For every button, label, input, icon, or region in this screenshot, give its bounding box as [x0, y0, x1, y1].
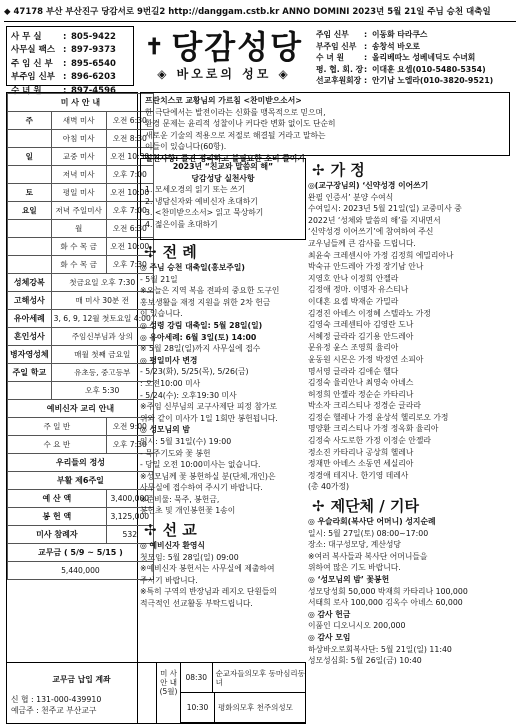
offering-sub-cell: 부활 제6주일	[8, 472, 154, 490]
family-line: 수여일시: 2023년 5월 21일(일) 교중미사 중	[308, 204, 462, 214]
cross-icon: ✝	[144, 34, 166, 60]
address-bar	[4, 4, 516, 22]
mass-row-cell: 오전 10:00	[106, 238, 153, 256]
liturgy-line: ◎ 성령 강림 대축일: 5월 28일(일)	[140, 320, 263, 330]
sacrament-row-cell: 주임신부님과 상의	[51, 328, 153, 346]
sacrament-row-cell: 주일 학교	[8, 364, 52, 382]
staff-colon: :	[364, 64, 368, 74]
mission-line: 주시기 바랍니다.	[140, 575, 198, 585]
bottom-mass-time: 10:30	[181, 693, 215, 722]
mass-row-cell: 오후 7:00	[106, 202, 153, 220]
mission-line: 적극적인 선교활동 부탁드립니다.	[140, 599, 253, 609]
bottom-mass-group: 순교자들의모후 동마심리동녀	[215, 668, 305, 687]
pope-teaching-line: 이들이 있습니다(60항).	[145, 142, 227, 152]
staff-colon: :	[364, 76, 368, 86]
family-line: 완필 인증서’ 분양 수여식	[308, 192, 394, 202]
sacrament-row	[8, 274, 154, 292]
sacrament-row-cell: 오후 5:30	[51, 382, 153, 400]
groups-line: ◎ 우슬라회(복사단 어머니) 성지순례	[308, 517, 436, 527]
contact-row	[11, 44, 129, 58]
family-heading: 가 정	[330, 161, 365, 179]
liturgy-line: ※준비물: 묵주, 봉헌금,	[140, 494, 220, 504]
catechism-row	[8, 418, 154, 436]
liturgy-heading: 전 례	[162, 243, 197, 261]
contact-value: 805-9422	[71, 31, 116, 42]
family-line: 김정순 헬레나 가정 윤상석 헬리로오 가정	[308, 412, 449, 422]
contact-info	[6, 26, 134, 96]
sacrament-row	[8, 328, 154, 346]
fund-value	[8, 562, 154, 580]
mass-row	[8, 148, 154, 166]
family-line: 명서영 글라라 김애순 헬다	[308, 366, 399, 376]
mass-schedule-panel	[6, 92, 151, 724]
fund-value-cell: 5,440,000	[8, 562, 154, 580]
family-line: 최윤숙 크레센시아 가정 김정희 에밀리아나	[308, 250, 454, 260]
staff-colon: :	[364, 41, 368, 51]
family-line: 김경진 아녜스 이정혜 스텔라노 가정	[308, 308, 431, 318]
mission-line: ◎ 예비신자 환영식	[140, 541, 205, 551]
contact-label: 수 녀 원	[11, 85, 42, 96]
fund-title-cell: 교무금 ( 5/9 ~ 5/15 )	[8, 544, 154, 562]
liturgy-line: ※오늘은 지역 복음 전파의 중요한 도구인	[140, 286, 280, 296]
family-line: 박소자 크리스티나 정경순 글라라	[308, 401, 421, 411]
contact-value: 897-9373	[71, 45, 116, 56]
family-line: 명양환 크리스티나 가정 정옥화 율리아	[308, 424, 439, 434]
liturgy-line: - 5/23(화), 5/25(목), 5/26(금)	[140, 367, 249, 377]
topbar-text: ◆ 47178 부산 부산진구 당감서로 9번길2 http://danggam.cstb.kr ANNO DOMINI 2023년 5월 21일 주님 승천 대축일	[4, 7, 491, 18]
groups-line: 일시: 5월 27일(토) 08:00~17:00	[308, 528, 429, 538]
mission-line: ※특히 구역의 반장님과 레지오 단원들의	[140, 587, 277, 597]
offering-row	[8, 490, 154, 508]
groups-line: ※여러 복사들과 복사단 어머니들을	[308, 551, 428, 561]
mass-row-cell	[8, 238, 52, 256]
offering-row	[8, 526, 154, 544]
bottom-mass-group: 평화의모후 천주의성모	[218, 703, 293, 712]
sacrament-row-cell: 병자영성체	[8, 346, 52, 364]
contact-value: 897-4596	[71, 85, 116, 96]
mass-row	[8, 256, 154, 274]
staff-label: 선교후원회장	[316, 76, 362, 86]
liturgy-line: 일시: 5월 31일(수) 19:00	[140, 436, 232, 446]
contact-colon: :	[63, 72, 67, 83]
masthead-title: 당감성당	[171, 28, 304, 66]
liturgy-line: ※주임 신부님의 교구사제단 피정 참가로	[140, 402, 277, 412]
groups-heading: 제단체 / 기타	[330, 497, 419, 516]
liturgy-line: ◎ 주님 승천 대축일(홍보주일)	[140, 263, 245, 272]
account-line: 예금주 : 천주교 부산교구	[11, 706, 97, 716]
right-column	[308, 158, 518, 668]
mass-row-cell: 오전 6:30	[106, 112, 153, 130]
mass-row	[8, 184, 154, 202]
sacrament-row	[8, 346, 154, 364]
mass-row	[8, 166, 154, 184]
mass-row-cell: 저녁 주일미사	[51, 202, 106, 220]
family-line: 정소진 카타리나 공상희 헬레나	[308, 447, 414, 457]
contact-label: 부주임 신부	[11, 72, 56, 83]
offering-row-cell: 미사 참례자	[8, 526, 107, 544]
family-line: 지영호 안나 이정희 안젤라	[308, 273, 399, 283]
sacrament-row-cell: 성체강복	[8, 274, 52, 292]
liturgy-line: ◎ 유아세례: 6월 3일(토) 14:00	[140, 332, 257, 342]
sacrament-row-cell: 유아세례	[8, 310, 52, 328]
family-line: 김정숙 율리안나 최영숙 아녜스	[308, 378, 414, 388]
mass-row-cell: 새벽 미사	[51, 112, 106, 130]
contact-label: 주 임 신 부	[11, 58, 53, 69]
liturgy-line: : 오전10:00 미사	[140, 378, 201, 388]
star-icon: ✢	[144, 243, 157, 261]
mission-line: ※예비신자 봉헌서는 사무실에 제출하여	[140, 564, 275, 574]
contact-value: 896-6203	[71, 72, 116, 83]
pope-teaching-title: 프란치스코 교황님의 가르침 <찬미받으소서>	[145, 96, 302, 105]
sacrament-row-cell: 매 미사 30분 전	[51, 292, 153, 310]
catechism-row-cell: 오후 7:30	[106, 436, 153, 454]
family-line: 서혜정 글라라 김기용 안드레아	[308, 331, 414, 341]
catechism-title	[8, 400, 154, 418]
sacrament-row-cell: 고해성사	[8, 292, 52, 310]
groups-line: 장소: 대구성모당, 계산성당	[308, 540, 401, 550]
staff-value: 올리베따노 성베네딕도 수녀회	[372, 53, 476, 63]
staff-label: 주임 신부	[316, 30, 349, 40]
family-line: 박숙규 안드레아 가정 장기남 안나	[308, 262, 424, 272]
theme-item: 4. 젊은이를 초대하기	[145, 219, 218, 229]
contact-label: 사 무 실	[11, 31, 42, 42]
star-icon: ✢	[312, 161, 325, 179]
mass-row	[8, 238, 154, 256]
catechism-title-cell: 예비신자 교리 안내	[8, 400, 154, 418]
groups-line: 성모당성회 50,000 박재희 카타리나 100,000	[308, 586, 468, 596]
mass-row-cell: 요일	[8, 202, 52, 220]
mass-row-cell: 평일 미사	[51, 184, 106, 202]
mass-table-title	[8, 94, 154, 112]
liturgy-line: 사무실에 접수하여 주시기 바랍니다.	[140, 483, 263, 493]
catechism-row-cell: 주 일 반	[8, 418, 107, 436]
sacrament-row	[8, 292, 154, 310]
staff-info	[312, 26, 518, 86]
family-line: 김정애 정마. 이명자 유스티나	[308, 285, 409, 295]
family-line: 정재만 아녜스 소동연 세실리아	[308, 459, 414, 469]
sacrament-row-cell	[8, 382, 52, 400]
pope-teaching-box	[140, 92, 510, 163]
mass-row-cell: 화 수 목 금	[51, 238, 106, 256]
offering-row-cell: 3,125,000	[106, 508, 153, 526]
staff-colon: :	[364, 53, 368, 63]
catechism-row-cell: 수 요 반	[8, 436, 107, 454]
theme-item: 2. 냉담신자와 예비신자 초대하기	[145, 196, 258, 206]
sacrament-row-cell: 매월 첫째 금요일	[51, 346, 153, 364]
mass-row-cell: 주	[8, 112, 52, 130]
sacrament-row	[8, 382, 154, 400]
family-line: (총 40가정)	[308, 482, 350, 492]
mass-row-cell: 오후 7:30	[106, 256, 153, 274]
staff-value: 이대훈 요셉(010-5480-5354)	[372, 64, 486, 74]
sacrament-row-cell: 3, 6, 9, 12월 첫토요일 4:00	[51, 310, 153, 328]
sacrament-row-cell: 첫금요일 오후 7:30	[51, 274, 153, 292]
staff-label: 평. 협. 회. 장	[316, 64, 364, 74]
family-line: 문유정 윤스 조영희 율리아	[308, 343, 399, 353]
liturgy-line: - 묵주기도와 꽃 봉헌	[140, 448, 211, 458]
mass-row-cell: 일	[8, 148, 52, 166]
sacrament-row	[8, 310, 154, 328]
mass-row-cell: 교중 미사	[51, 148, 106, 166]
liturgy-line: - 당일 오전 10:00미사는 없습니다.	[140, 460, 261, 470]
liturgy-line: - 5/24(수): 오후19:30 미사	[140, 390, 237, 400]
staff-row	[316, 75, 514, 87]
liturgy-line: - 5월 21일	[140, 274, 178, 284]
groups-line: ◎ 감사 모임	[308, 632, 351, 642]
pope-teaching-line: 환경 문제는 윤리적 성찰이나 커다란 변화 없이도 단순히	[145, 119, 336, 129]
staff-value: 안기남 노엘라(010-3820-9521)	[372, 76, 494, 86]
mass-guide-label: 미 사 안 내 (5월)	[157, 663, 181, 723]
catechism-row-cell: 오전 9:00	[106, 418, 153, 436]
groups-line: ◎ 감사 헌금	[308, 609, 351, 619]
mission-line: 첫모임: 5월 28일(일) 09:00	[140, 552, 239, 562]
star-icon: ✢	[312, 497, 325, 516]
fund-title	[8, 544, 154, 562]
family-line: ‘신약성경 이어쓰기’에 참여하여 주신	[308, 227, 434, 237]
staff-row	[316, 29, 514, 41]
mass-table-title-cell: 미 사 안 내	[8, 94, 154, 112]
mass-row-cell: 오전 10:00	[106, 184, 153, 202]
offering-row-cell: 532	[106, 526, 153, 544]
mass-row-cell: 토	[8, 184, 52, 202]
masthead: ✝ 당감성당 ◈ 바오로의 성모 ◈	[144, 28, 304, 82]
offering-row-cell: 예 산 액	[8, 490, 107, 508]
sacrament-row-cell: 혼인성사	[8, 328, 52, 346]
groups-line: 성모성심회: 5월 26일(금) 10:40	[308, 656, 422, 666]
mass-row-cell: 오후 7:00	[106, 166, 153, 184]
groups-line: ◎ ‘성모님의 밤’ 꽃봉헌	[308, 575, 390, 584]
offering-row-cell: 3,400,000	[106, 490, 153, 508]
liturgy-line: 이 있습니다.	[140, 309, 183, 319]
pope-teaching-line: 실천사항: 물건 정리하고 불필요한 소비 줄이기	[145, 153, 305, 163]
contact-colon: :	[63, 58, 67, 69]
contact-row	[11, 71, 129, 85]
mass-row-cell	[8, 130, 52, 148]
staff-colon: :	[364, 30, 368, 40]
mass-row-cell	[8, 220, 52, 238]
offering-row	[8, 508, 154, 526]
contact-row	[11, 57, 129, 71]
family-line: 이대혼 요셉 박재순 가밀라	[308, 296, 399, 306]
theme-title-2: 당감성당 실천사항	[191, 173, 255, 183]
family-line: 허정희 안젤라 정순순 카타리나	[308, 389, 414, 399]
liturgy-line: ◎ 평일미사 변경	[140, 355, 198, 365]
mass-row-cell: 월	[51, 220, 106, 238]
mass-row-cell: 오전 8:30	[106, 130, 153, 148]
staff-value: 이동화 타라쿠스	[372, 30, 428, 40]
mass-schedule-table	[7, 93, 154, 580]
account-line: 신 협 : 131-000-439910	[11, 694, 102, 704]
contact-row	[11, 30, 129, 44]
pope-teaching-line: 새로운 기술의 적용으로 저절로 해결될 거라고 말하는	[145, 130, 326, 140]
contact-colon: :	[63, 85, 67, 96]
account-box	[6, 662, 306, 724]
staff-label: 수 녀 원	[316, 53, 345, 63]
mass-row-cell	[8, 256, 52, 274]
family-title	[312, 161, 518, 179]
contact-value: 895-6540	[71, 58, 116, 69]
sacrament-row-cell: 유초등, 중고등부	[51, 364, 153, 382]
mass-row	[8, 220, 154, 238]
family-line: 정경애 테지나. 한기영 데레사	[308, 470, 409, 480]
staff-label: 부주임 신부	[316, 41, 357, 51]
groups-line: 위하여 많은 기도 바랍니다.	[308, 563, 401, 573]
contact-label: 사무실 팩스	[11, 45, 56, 56]
sacrament-row	[8, 364, 154, 382]
liturgy-line: 위와 같이 미사가 1일 1회만 봉헌됩니다.	[140, 413, 278, 423]
bottom-mass-row	[181, 663, 305, 693]
staff-row	[316, 52, 514, 64]
groups-line: 하상바오로회복사단: 5월 21일(일) 11:40	[308, 644, 452, 654]
theme-item: 1. 모세오경의 읽기 또는 쓰기	[145, 185, 246, 195]
bottom-mass-time: 08:30	[181, 663, 213, 692]
liturgy-line: 홍보생활을 재정 지원을 위한 2차 헌금	[140, 297, 271, 307]
family-line: 김영숙 크레센티아 김영란 도나	[308, 320, 414, 330]
liturgy-line: 봉헌초 및 개인봉헌꽃 1송이	[140, 506, 236, 516]
mass-row-cell: 오전 6:30	[106, 220, 153, 238]
groups-title	[312, 497, 518, 515]
staff-row	[316, 41, 514, 53]
bottom-mass-row	[181, 693, 305, 723]
theme-item: 3. <찬미받으소서> 읽고 묵상하기	[145, 208, 264, 218]
family-line: ◎(교구장님의) ‘신약성경 이어쓰기	[308, 181, 429, 190]
family-line: 교우님들께 큰 감사를 드립니다.	[308, 238, 416, 248]
liturgy-line: ※ 5월 28일(일)까지 사무실에 접수	[140, 344, 261, 354]
liturgy-line: ◎ 성모님의 밤	[140, 425, 190, 435]
mass-row	[8, 130, 154, 148]
liturgy-line: ※성모님께 꽃 봉헌하실 분(단체,개인)은	[140, 471, 276, 481]
mass-row	[8, 202, 154, 220]
catechism-row	[8, 436, 154, 454]
mass-row	[8, 112, 154, 130]
theme-title-1: 2023년 “친교와 말씀의 해”	[172, 162, 274, 171]
groups-line: 서태희 로사 100,000 김옥수 아녜스 60,000	[308, 598, 463, 608]
mass-row-cell: 오전 10:30	[106, 148, 153, 166]
offering-title	[8, 454, 154, 472]
offering-sub	[8, 472, 154, 490]
yearly-theme-box	[140, 158, 306, 240]
offering-title-cell: 우리들의 정성	[8, 454, 154, 472]
masthead-subtitle: 바오로의 성모	[176, 67, 272, 82]
contact-colon: :	[63, 31, 67, 42]
groups-line: 이품인 디오니시오 200,000	[308, 621, 406, 631]
star-icon: ✢	[144, 521, 157, 540]
mission-heading: 선 교	[162, 521, 197, 540]
pope-teaching-line: 한 극단에서는 발전이라는 신화를 맹목적으로 믿으며,	[145, 107, 326, 117]
contact-colon: :	[63, 45, 67, 56]
mass-row-cell	[8, 166, 52, 184]
account-title: 교무금 납입 계좌	[52, 675, 111, 684]
mission-title	[144, 521, 306, 539]
mass-row-cell: 화 수 목 금	[51, 256, 106, 274]
mass-row-cell: 아침 미사	[51, 130, 106, 148]
liturgy-title	[144, 243, 306, 261]
staff-row	[316, 64, 514, 76]
family-line: 2022년 ‘성체와 말씀의 해’를 지내면서	[308, 215, 441, 225]
offering-row-cell: 봉 헌 액	[8, 508, 107, 526]
mass-row-cell: 저녁 미사	[51, 166, 106, 184]
family-line: 김정숙 사도로한 가정 이정순 안젤라	[308, 436, 431, 446]
staff-value: 송창석 바오로	[372, 41, 420, 51]
family-line: 윤동원 시몬은 가정 박정연 소피아	[308, 354, 424, 364]
